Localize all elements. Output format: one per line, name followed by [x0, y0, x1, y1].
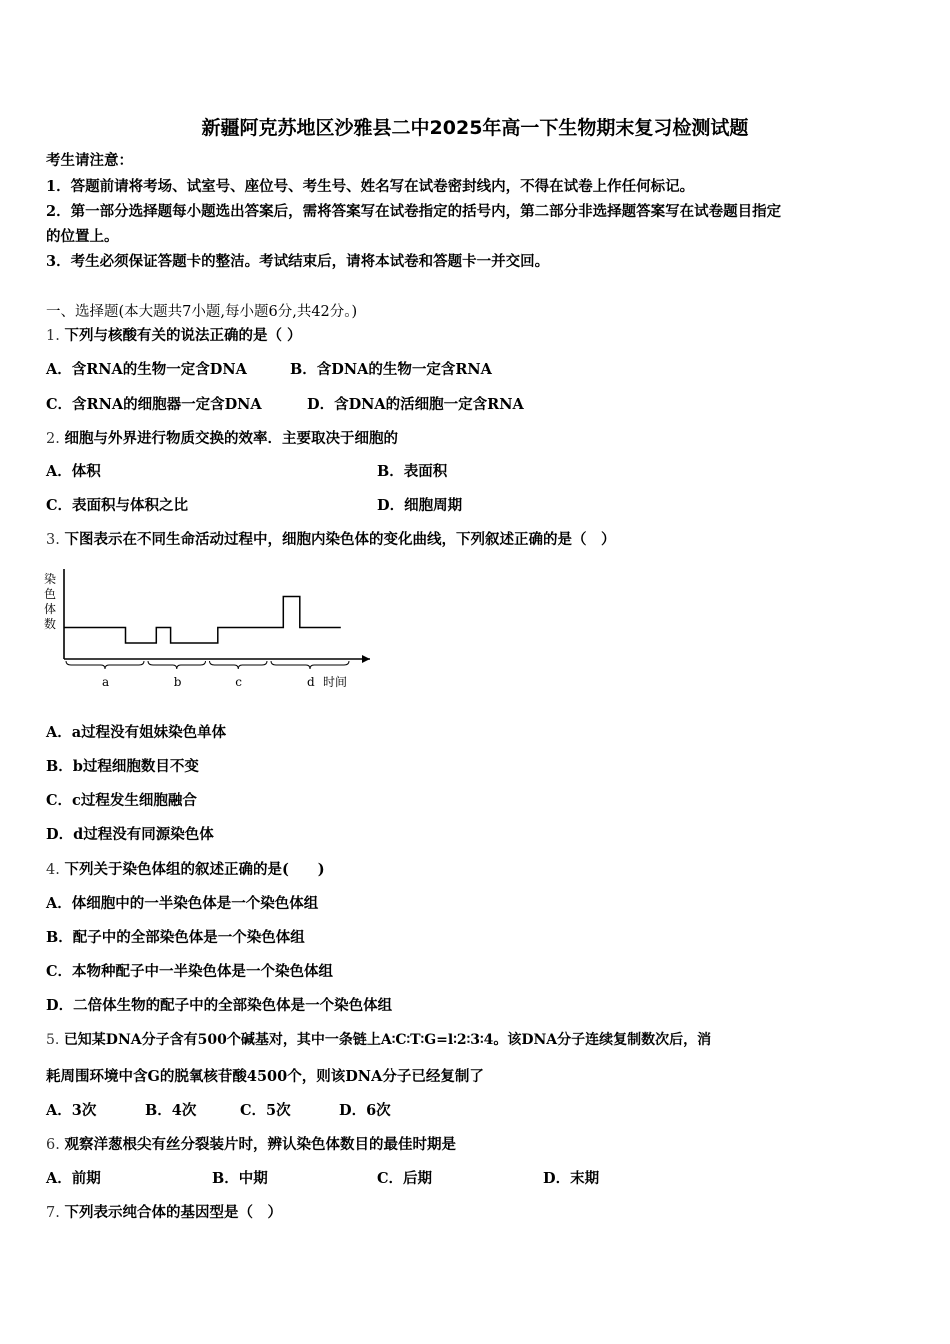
option: C．表面积与体积之比 [46, 497, 189, 514]
notice-item: 的位置上。 [46, 228, 119, 245]
y-axis-label [44, 571, 56, 631]
option: B．表面积 [377, 463, 448, 480]
option: B．含DNA的生物一定含RNA [290, 361, 492, 378]
exam-title: 新疆阿克苏地区沙雅县二中2025年高一下生物期末复习检测试题 [201, 117, 749, 139]
segment-brace [148, 661, 206, 669]
y-axis-label-char: 数 [44, 617, 57, 631]
segment-label: c [235, 675, 242, 689]
option: D．末期 [543, 1170, 600, 1187]
notice-item: 2．第一部分选择题每小题选出答案后，需将答案写在试卷指定的括号内，第二部分非选择题答案写在试卷题目指定 [46, 203, 782, 220]
question-stem [46, 327, 302, 345]
segment-brace [271, 661, 349, 669]
question-stem [46, 1136, 456, 1154]
option: A．前期 [46, 1170, 101, 1187]
option: D．二倍体生物的配子中的全部染色体是一个染色体组 [46, 997, 393, 1014]
y-axis-label-char: 色 [44, 587, 57, 601]
chromosome-chart [40, 565, 370, 705]
chromosome-curve [64, 597, 341, 644]
option: A．3次 [46, 1102, 97, 1119]
section-heading: 一、选择题(本大题共7小题,每小题6分,共42分。) [46, 304, 358, 320]
notice-item: 3．考生必须保证答题卡的整洁。考试结束后，请将本试卷和答题卡一并交回。 [46, 253, 550, 270]
option: D．含DNA的活细胞一定含RNA [307, 396, 524, 413]
question-text: 已知某DNA分子含有500个碱基对，其中一条链上A∶C∶T∶G=l∶2∶3∶4。该DNA分子连续复制数次后，消 [63, 1032, 712, 1048]
option: C．c过程发生细胞融合 [46, 792, 197, 809]
option: B．配子中的全部染色体是一个染色体组 [46, 929, 305, 946]
option: A．体积 [46, 463, 101, 480]
question-number: 4. [46, 862, 60, 878]
question-number: 5. [46, 1032, 60, 1048]
segment-label: d [307, 675, 315, 689]
question-number: 6. [46, 1137, 60, 1153]
segment-label: a [102, 675, 110, 689]
option: B．中期 [212, 1170, 268, 1187]
segment-brace [66, 661, 144, 669]
option: C．后期 [377, 1170, 433, 1187]
question-text: 下列表示纯合体的基因型是（ ） [64, 1204, 282, 1221]
question-text: 下列关于染色体组的叙述正确的是( ) [64, 861, 325, 878]
x-axis-arrow [362, 655, 370, 663]
option: D．d过程没有同源染色体 [46, 826, 214, 843]
option: A．a过程没有姐妹染色单体 [46, 724, 227, 741]
option: D．细胞周期 [377, 497, 463, 514]
option: C．含RNA的细胞器一定含DNA [46, 396, 262, 413]
x-axis-label: 时间 [323, 675, 348, 689]
question-number: 3. [46, 532, 60, 548]
question-number: 7. [46, 1205, 60, 1221]
question-stem [46, 1204, 282, 1222]
question-stem [46, 861, 325, 879]
question-number: 2. [46, 431, 60, 447]
option: C．本物种配子中一半染色体是一个染色体组 [46, 963, 334, 980]
option: B．b过程细胞数目不变 [46, 758, 199, 775]
option: C．5次 [240, 1102, 291, 1119]
y-axis-label-char: 染 [44, 572, 57, 586]
question-text: 细胞与外界进行物质交换的效率．主要取决于细胞的 [64, 430, 398, 447]
option: D．6次 [339, 1102, 391, 1119]
question-stem [46, 430, 398, 448]
segment-brace [210, 661, 268, 669]
question-text: 下列与核酸有关的说法正确的是（ ） [64, 327, 302, 344]
segment-label: b [173, 675, 182, 689]
question-number: 1. [46, 328, 60, 344]
question-text: 观察洋葱根尖有丝分裂装片时，辨认染色体数目的最佳时期是 [64, 1136, 456, 1153]
question-text: 下图表示在不同生命活动过程中，细胞内染色体的变化曲线，下列叙述正确的是（ ） [64, 531, 616, 548]
notice-heading: 考生请注意： [46, 152, 133, 169]
question-stem [46, 1031, 711, 1049]
option: B．4次 [145, 1102, 197, 1119]
notice-item: 1．答题前请将考场、试室号、座位号、考生号、姓名写在试卷密封线内，不得在试卷上作任何标记。 [46, 178, 695, 195]
option: A．体细胞中的一半染色体是一个染色体组 [46, 895, 319, 912]
option: A．含RNA的生物一定含DNA [46, 361, 247, 378]
y-axis-label-char: 体 [44, 602, 57, 616]
question-text-continued: 耗周围环境中含G的脱氧核苷酸4500个，则该DNA分子已经复制了 [46, 1068, 484, 1085]
question-stem [46, 531, 615, 549]
